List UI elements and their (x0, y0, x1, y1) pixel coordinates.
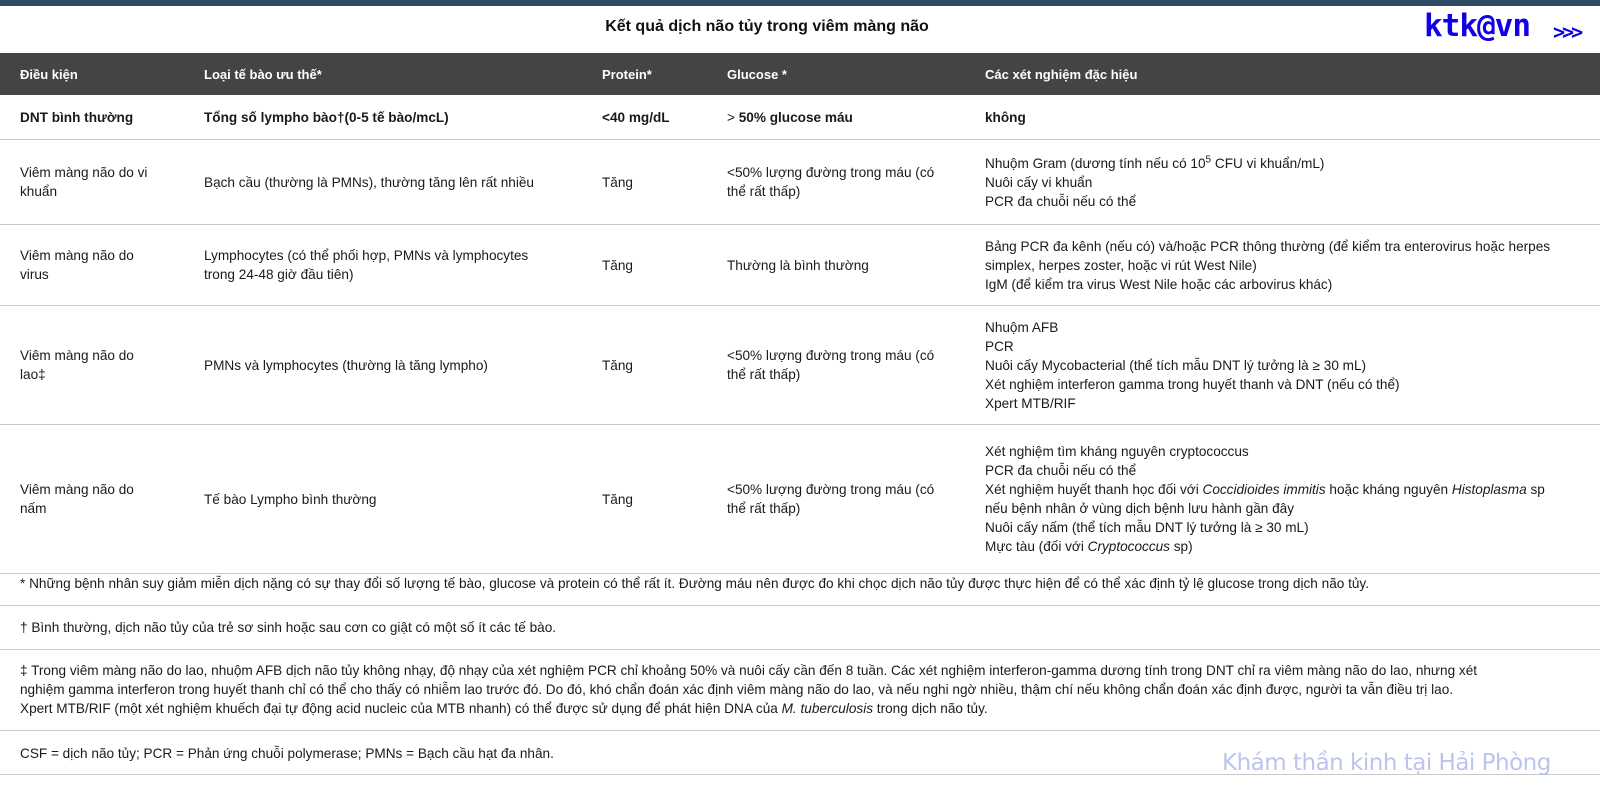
footnote-text: nghiệm gamma interferon trong huyết thanh chỉ có thể cho thấy có nhiễm lao trước đó. Do đó, khó chẩn đoán xác định viêm màng não do lao, và nếu nghi ngờ nhiều, thậm chí nếu không chẩn đoán xác định được, người ta vẫn điều trị lao. (20, 682, 1454, 697)
tests-text: Nuôi cấy nấm (thể tích mẫu DNT lý tưởng là ≥ 30 mL) (985, 520, 1309, 535)
footnote-text-a: Xpert MTB/RIF (một xét nghiệm khuếch đại tự động acid nucleic của MTB nhanh) có thể được sử dụng để phát hiện DNA của (20, 701, 782, 716)
header-glucose: Glucose * (727, 67, 787, 82)
condition-text: DNT bình thường (20, 109, 134, 125)
glucose-text: <50% lượng đường trong máu (có (727, 165, 935, 180)
condition-cell (20, 225, 180, 305)
cell-type-text: trong 24-48 giờ đầu tiên) (204, 267, 354, 282)
footnote-text-b: trong dịch não tủy. (873, 701, 988, 716)
glucose-text: 50% glucose máu (738, 109, 853, 125)
table-row (0, 425, 1600, 574)
page-title: Kết quả dịch não tủy trong viêm màng não (605, 18, 929, 35)
glucose-text: <50% lượng đường trong máu (có (727, 348, 935, 363)
glucose-prefix: > (727, 109, 735, 125)
ink-text-a: Mực tàu (đối với (985, 539, 1088, 554)
condition-text: khuẩn (20, 184, 58, 199)
condition-text: Viêm màng não do vi (20, 165, 148, 180)
serology-text-b: hoặc kháng nguyên (1325, 482, 1452, 497)
tests-text: Nuôi cấy Mycobacterial (thể tích mẫu DNT lý tưởng là ≥ 30 mL) (985, 357, 1367, 373)
table-row (0, 306, 1600, 425)
tests-cell (985, 425, 1585, 573)
table-row (0, 95, 1600, 140)
footnote-text: ‡ Trong viêm màng não do lao, nhuộm AFB dịch não tủy không nhạy, độ nhạy của xét nghiệm PCR chỉ khoảng 50% và nuôi cấy cần đến 8 tuần. Các xét nghiệm interferon-gamma dương tính trong DNT chỉ ra viêm màng não do lao, nhưng xét (20, 663, 1478, 678)
tests-text: Xét nghiệm interferon gamma trong huyết thanh và DNT (nếu có thể) (985, 376, 1400, 392)
gram-stain-line (985, 154, 1585, 173)
header-cell-type: Loại tế bào ưu thế* (204, 67, 322, 82)
footnote-newborn (0, 606, 1600, 650)
header-protein: Protein* (602, 67, 652, 82)
tests-text: Nuôi cấy vi khuẩn (985, 174, 1093, 190)
tests-cell (985, 95, 1585, 139)
protein-cell (602, 425, 702, 573)
tests-text: IgM (để kiểm tra virus West Nile hoặc các arbovirus khác) (985, 276, 1333, 292)
table-header (0, 53, 1600, 95)
protein-text: Tăng (602, 491, 633, 507)
serology-text-c: sp (1526, 482, 1545, 497)
glucose-text: thể rất thấp) (727, 367, 801, 382)
serology-text-a: Xét nghiệm huyết thanh học đối với (985, 482, 1203, 497)
tests-text: PCR (985, 338, 1014, 354)
cell-type-cell (204, 306, 569, 424)
tests-text: PCR đa chuỗi nếu có thể (985, 463, 1137, 478)
condition-text: Viêm màng não do (20, 348, 134, 363)
tests-cell (985, 225, 1585, 305)
glucose-text: Thường là bình thường (727, 257, 869, 273)
footnote-text: † Bình thường, dịch não tủy của trẻ sơ sinh hoặc sau cơn co giật có một số ít các tế bào. (20, 620, 557, 635)
tests-text: không (985, 109, 1026, 125)
protein-text: Tăng (602, 357, 633, 373)
protein-cell (602, 225, 702, 305)
glucose-cell (727, 425, 962, 573)
gram-exponent: 5 (1205, 153, 1212, 165)
tests-text: Nhuộm AFB (985, 319, 1059, 335)
table-row (0, 140, 1600, 225)
protein-cell (602, 95, 702, 139)
india-ink-line (985, 537, 1585, 556)
watermark-text: Khám thần kinh tại Hải Phòng (1222, 750, 1551, 776)
protein-text: Tăng (602, 257, 633, 273)
tests-text: Bảng PCR đa kênh (nếu có) và/hoặc PCR thông thường (để kiểm tra enterovirus hoặc herpes (985, 238, 1551, 254)
serology-line (985, 480, 1585, 499)
top-accent-bar (0, 0, 1600, 6)
protein-text: Tăng (602, 174, 633, 190)
gram-text-b: CFU vi khuẩn/mL) (1211, 155, 1325, 171)
header-tests: Các xét nghiệm đặc hiệu (985, 67, 1138, 82)
glucose-cell (727, 225, 962, 305)
ink-text-b: sp) (1169, 539, 1193, 554)
condition-text: lao‡ (20, 367, 46, 382)
cell-type-text: Bạch cầu (thường là PMNs), thường tăng lên rất nhiều (204, 174, 534, 190)
cell-type-text: Tế bào Lympho bình thường (204, 491, 377, 507)
footnote-text: * Những bệnh nhân suy giảm miễn dịch nặng có sự thay đổi số lượng tế bào, glucose và protein có thể rất ít. Đường máu nên được đo khi chọc dịch não tủy được thực hiện để có thể xác định tỷ lệ glucose trong dịch não tủy. (20, 576, 1369, 591)
tests-text: nếu bệnh nhân ở vùng dịch bệnh lưu hành gần đây (985, 501, 1295, 516)
condition-text: Viêm màng não do (20, 248, 134, 263)
condition-text: nấm (20, 501, 47, 516)
glucose-cell (727, 95, 962, 139)
table-row (0, 225, 1600, 306)
gram-text-a: Nhuộm Gram (dương tính nếu có 10 (985, 155, 1206, 171)
condition-cell (20, 95, 180, 139)
organism-coccidioides: Coccidioides immitis (1202, 482, 1326, 497)
glucose-text: thể rất thấp) (727, 501, 801, 516)
footnote-tuberculosis (0, 650, 1600, 731)
glucose-text: <50% lượng đường trong máu (có (727, 482, 935, 497)
tests-text: Xpert MTB/RIF (985, 395, 1076, 411)
footnote-immunocompromised (0, 574, 1600, 606)
protein-cell (602, 140, 702, 224)
tests-text: PCR đa chuỗi nếu có thể (985, 193, 1137, 209)
cell-type-cell (204, 425, 569, 573)
cell-type-text: Lymphocytes (có thể phối hợp, PMNs và lymphocytes (204, 248, 529, 263)
glucose-cell (727, 140, 962, 224)
condition-text: Viêm màng não do (20, 482, 134, 497)
glucose-cell (727, 306, 962, 424)
organism-cryptococcus: Cryptococcus (1087, 539, 1170, 554)
footnote-text: CSF = dịch não tủy; PCR = Phản ứng chuỗi polymerase; PMNs = Bạch cầu hạt đa nhân. (20, 746, 554, 761)
condition-cell (20, 425, 180, 573)
tests-cell (985, 140, 1585, 224)
glucose-text: thể rất thấp) (727, 184, 801, 199)
condition-text: virus (20, 267, 49, 282)
cell-type-text: Tổng số lympho bào†(0-5 tế bào/mcL) (204, 109, 449, 125)
protein-text: <40 mg/dL (602, 109, 670, 125)
cell-type-cell (204, 95, 569, 139)
organism-histoplasma: Histoplasma (1451, 482, 1527, 497)
brand-handle: ktk@vn (1424, 8, 1530, 44)
brand-arrows: >>> (1553, 20, 1581, 44)
condition-cell (20, 306, 180, 424)
condition-cell (20, 140, 180, 224)
cell-type-cell (204, 225, 569, 305)
header-condition: Điều kiện (20, 67, 78, 82)
organism-mtb: M. tuberculosis (781, 701, 874, 716)
tests-cell (985, 306, 1585, 424)
cell-type-cell (204, 140, 569, 224)
protein-cell (602, 306, 702, 424)
cell-type-text: PMNs và lymphocytes (thường là tăng lympho) (204, 357, 488, 373)
tests-text: Xét nghiệm tìm kháng nguyên cryptococcus (985, 444, 1249, 459)
footnote-text-line3 (20, 699, 1575, 718)
tests-text: simplex, herpes zoster, hoặc vi rút West Nile) (985, 257, 1257, 273)
